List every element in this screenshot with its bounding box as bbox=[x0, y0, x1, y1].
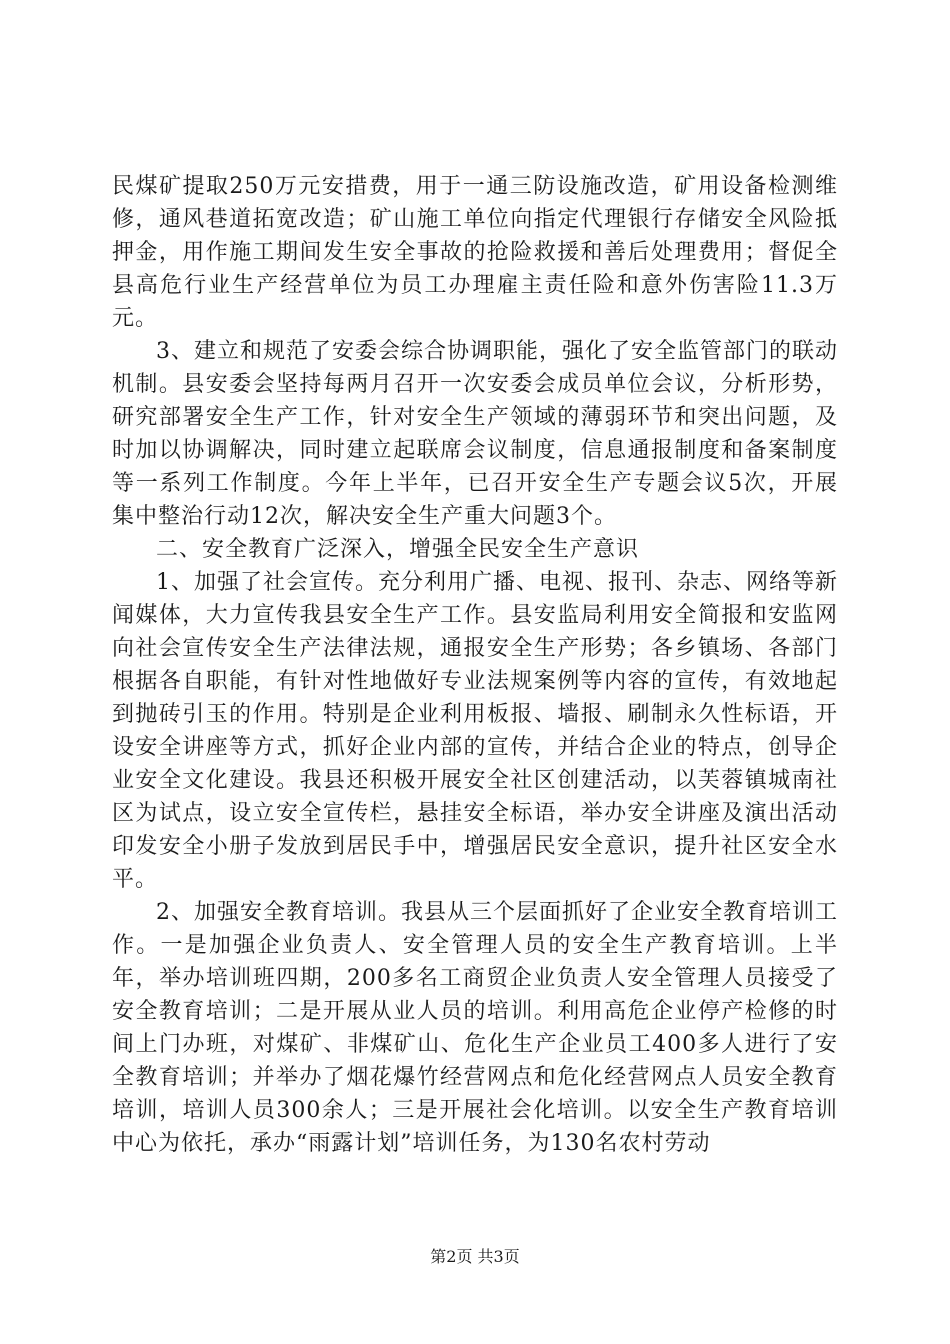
page-footer bbox=[0, 1244, 950, 1267]
paragraph-4: 2、加强安全教育培训。我县从三个层面抓好了企业安全教育培训工作。一是加强企业负责人、安全管理人员的安全生产教育培训。上半年，举办培训班四期，200多名工商贸企业负责人安全管理人员接受了安全教育培训；二是开展从业人员的培训。利用高危企业停产检修的时间上门办班，对煤矿、非煤矿山、危化生产企业员工400多人进行了安全教育培训；并举办了烟花爆竹经营网点和危化经营网点人员安全教育培训，培训人员300余人；三是开展社会化培训。以安全生产教育培训中心为依托，承办“雨露计划”培训任务，为130名农村劳动 bbox=[112, 900, 838, 1156]
section-heading: 二、安全教育广泛深入，增强全民安全生产意识 bbox=[156, 537, 640, 562]
page-number: 第2页 共3页 bbox=[430, 1247, 520, 1266]
paragraph-1: 民煤矿提取250万元安措费，用于一通三防设施改造，矿用设备检测维修，通风巷道拓宽改造；矿山施工单位向指定代理银行存储安全风险抵押金，用作施工期间发生安全事故的抢险救援和善后处理费用；督促全县高危行业生产经营单位为员工办理雇主责任险和意外伤害险11.3万元。 bbox=[112, 174, 838, 331]
paragraph-2: 3、建立和规范了安委会综合协调职能，强化了安全监管部门的联动机制。县安委会坚持每两月召开一次安委会成员单位会议，分析形势，研究部署安全生产工作，针对安全生产领域的薄弱环节和突出问题，及时加以协调解决，同时建立起联席会议制度，信息通报制度和备案制度等一系列工作制度。今年上半年，已召开安全生产专题会议5次，开展集中整治行动12次，解决安全生产重大问题3个。 bbox=[112, 339, 838, 529]
document-body bbox=[112, 170, 838, 1160]
paragraph-3: 1、加强了社会宣传。充分利用广播、电视、报刊、杂志、网络等新闻媒体，大力宣传我县安全生产工作。县安监局利用安全简报和安监网向社会宣传安全生产法律法规，通报安全生产形势；各乡镇场、各部门根据各自职能，有针对性地做好专业法规案例等内容的宣传，有效地起到抛砖引玉的作用。特别是企业利用板报、墙报、刷制永久性标语，开设安全讲座等方式，抓好企业内部的宣传，并结合企业的特点，创导企业安全文化建设。我县还积极开展安全社区创建活动，以芙蓉镇城南社区为试点，设立安全宣传栏，悬挂安全标语，举办安全讲座及演出活动印发安全小册子发放到居民手中，增强居民安全意识，提升社区安全水平。 bbox=[112, 570, 838, 892]
